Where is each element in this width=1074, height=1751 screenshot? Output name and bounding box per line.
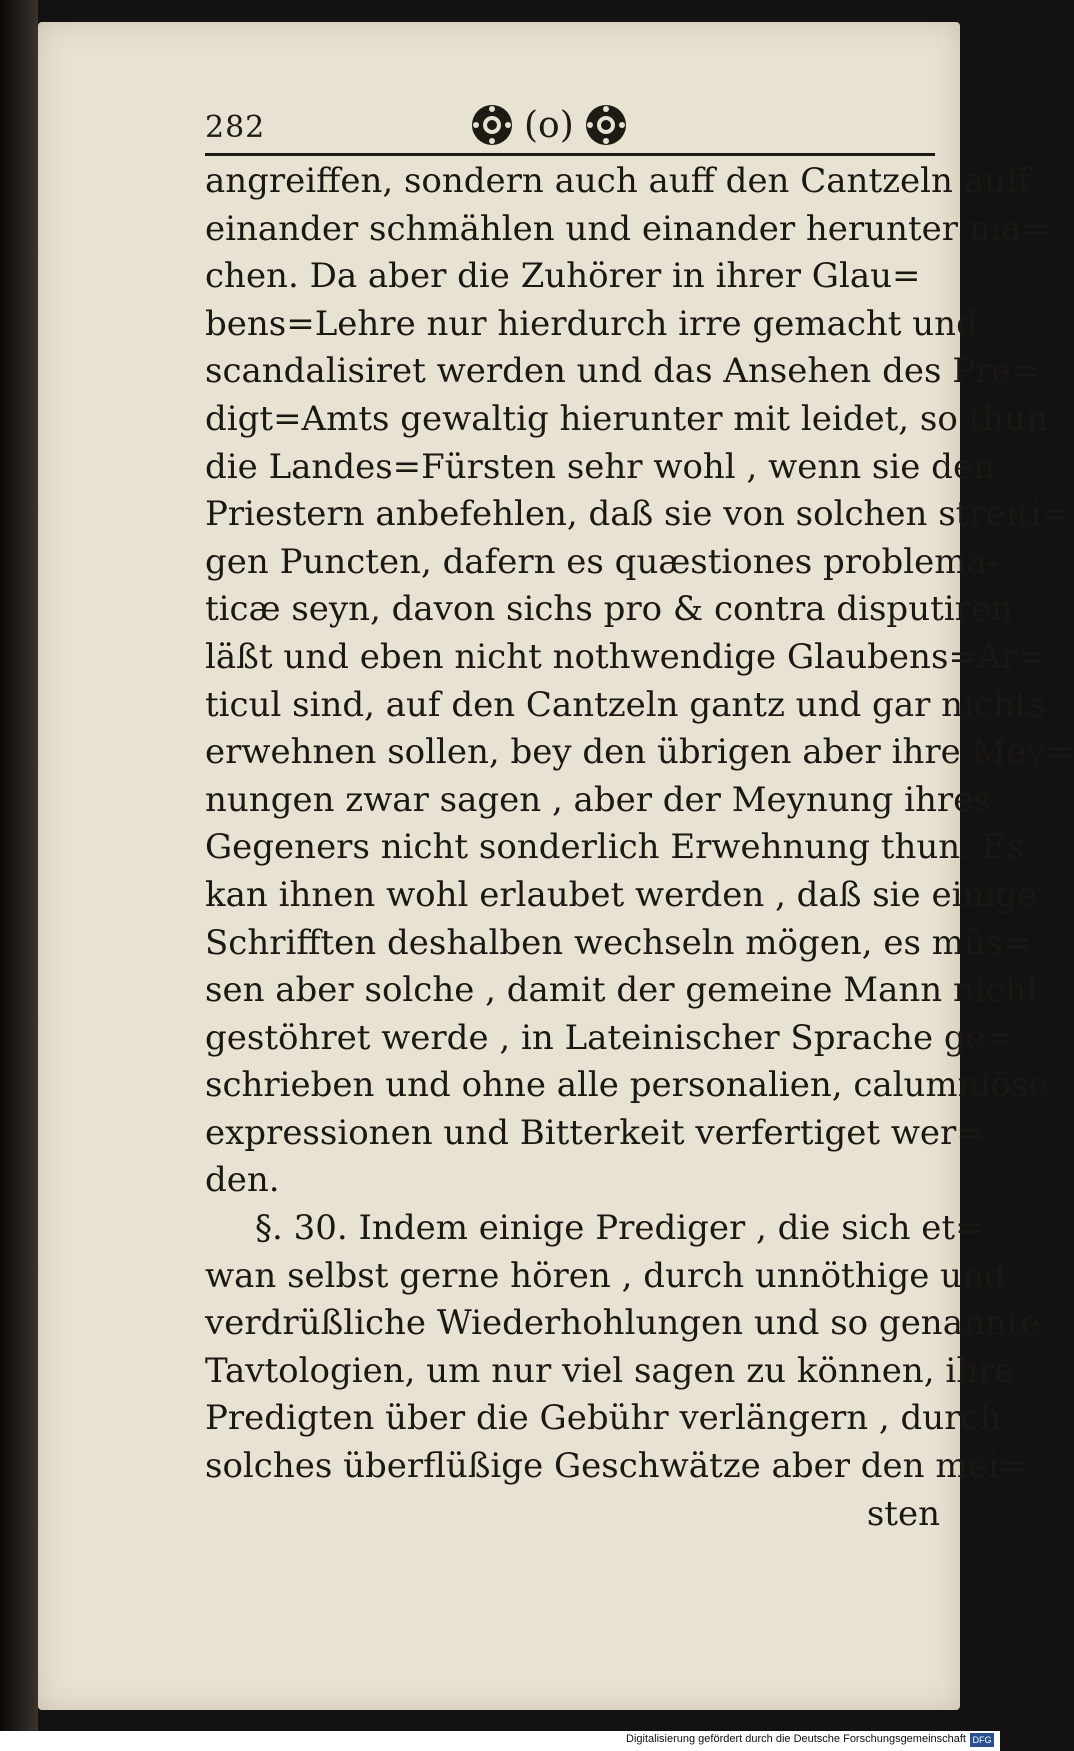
text-line: chen. Da aber die Zuhörer in ihrer Glau= [205, 256, 921, 297]
book-spine [0, 0, 38, 1751]
text-line: gen Puncten, dafern es quæstiones problema- [205, 541, 999, 582]
text-line: ticul sind, auf den Cantzeln gantz und gar nichts [205, 684, 1046, 725]
text-line: expressionen und Bitterkeit verfertiget wer= [205, 1112, 985, 1153]
paragraph-start-line: §. 30. Indem einige Prediger , die sich et= [255, 1208, 984, 1249]
text-line: nungen zwar sagen , aber der Meynung ihres [205, 779, 991, 820]
header-rule [205, 153, 935, 156]
text-line: Gegeners nicht sonderlich Erwehnung thun. Es [205, 827, 1025, 868]
text-line: sen aber solche , damit der gemeine Mann nicht [205, 970, 1041, 1011]
body-text [205, 158, 1074, 1538]
text-line: schrieben und ohne alle personalien, calumniöse [205, 1065, 1049, 1106]
text-line: digt=Amts gewaltig hierunter mit leidet, so thun [205, 398, 1048, 439]
text-line: Tavtologien, um nur viel sagen zu können, ihre [205, 1350, 1015, 1391]
text-line: verdrüßliche Wiederhohlungen und so genannte [205, 1303, 1041, 1344]
rosette-ornament-icon [584, 103, 628, 147]
text-line: kan ihnen wohl erlaubet werden , daß sie einige [205, 874, 1038, 915]
dfg-logo: DFG [970, 1733, 994, 1747]
text-line: bens=Lehre nur hierdurch irre gemacht und [205, 303, 978, 344]
text-line: erwehnen sollen, bey den übrigen aber ihre Mey= [205, 732, 1074, 773]
text-line: wan selbst gerne hören , durch unnöthige und [205, 1255, 1006, 1296]
text-line: läßt und eben nicht nothwendige Glaubens=Ar= [205, 636, 1047, 677]
head-ornament-text: (o) [524, 104, 574, 146]
head-ornament [470, 100, 628, 150]
text-line: gestöhret werde , in Lateinischer Sprache ge= [205, 1017, 1015, 1058]
text-line: scandalisiret werden und das Ansehen des Pre= [205, 351, 1040, 392]
text-line: angreiffen, sondern auch auff den Cantzeln auff [205, 161, 1031, 201]
page-number: 282 [205, 110, 266, 145]
catchword: sten [866, 1493, 940, 1534]
text-line: einander schmählen und einander herunter ma= [205, 208, 1050, 249]
funding-credit: Digitalisierung gefördert durch die Deutsche Forschungsgemeinschaft [626, 1733, 966, 1745]
text-line: solches überflüßige Geschwätze aber den mei= [205, 1446, 1028, 1487]
text-line: die Landes=Fürsten sehr wohl , wenn sie den [205, 446, 995, 487]
text-line: Priestern anbefehlen, daß sie von solchen streiti= [205, 494, 1070, 535]
text-line: Schrifften deshalben wechseln mögen, es müs= [205, 922, 1032, 963]
text-line: den. [205, 1160, 280, 1201]
text-line: Predigten über die Gebühr verlängern , durch [205, 1398, 1002, 1439]
rosette-ornament-icon [470, 103, 514, 147]
text-line: ticæ seyn, davon sichs pro & contra disputiren [205, 589, 1013, 630]
